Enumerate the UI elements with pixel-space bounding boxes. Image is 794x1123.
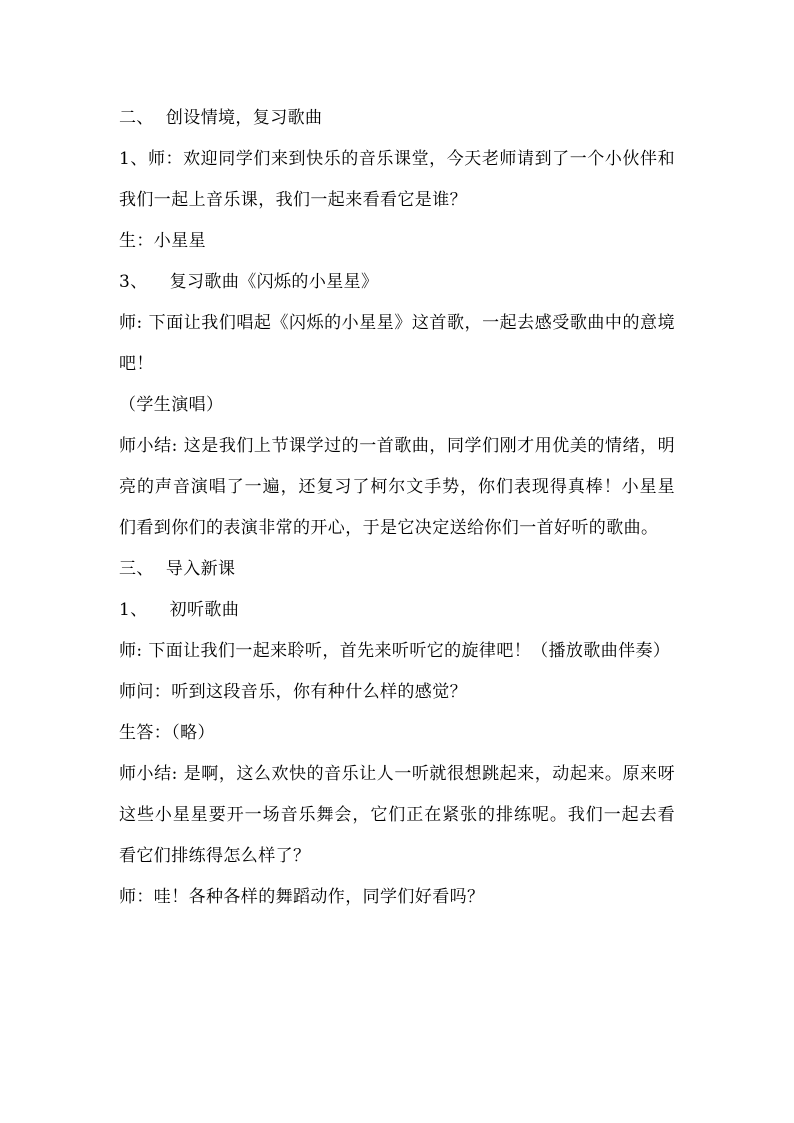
section-number: 二、 xyxy=(119,108,154,128)
section-number: 三、 xyxy=(119,559,154,579)
section-heading-3 xyxy=(119,549,675,590)
section-title: 导入新课 xyxy=(165,559,236,579)
paragraph-teacher-listen: 师: 下面让我们一起来聆听，首先来听听它的旋律吧！（播放歌曲伴奏） xyxy=(119,641,671,661)
paragraph-teacher-summary-1: 师小结: 这是我们上节课学过的一首歌曲，同学们刚才用优美的情绪，明亮的声音演唱了一遍，还复习了柯尔文手势，你们表现得真棒！小星星们看到你们的表演非常的开心，于是它决定送给你们一首好听的歌曲。 xyxy=(119,436,675,538)
paragraph-teacher-question: 师问：听到这段音乐，你有种什么样的感觉？ xyxy=(119,682,467,702)
paragraph-teacher-sing: 师: 下面让我们唱起《闪烁的小星星》这首歌，一起去感受歌曲中的意境吧！ xyxy=(119,313,675,374)
section-title: 创设情境，复习歌曲 xyxy=(165,108,323,128)
step-heading-1 xyxy=(119,590,675,631)
section-heading-2 xyxy=(119,98,675,139)
step-heading-3 xyxy=(119,262,675,303)
paragraph-student-answer: 生：小星星 xyxy=(119,231,206,251)
step-number: 3、 xyxy=(119,272,148,292)
step-title: 初听歌曲 xyxy=(169,600,240,620)
step-title: 复习歌曲《闪烁的小星星》 xyxy=(169,272,379,292)
paragraph-teacher-welcome: 1、师：欢迎同学们来到快乐的音乐课堂，今天老师请到了一个小伙伴和我们一起上音乐课，我们一起来看看它是谁？ xyxy=(119,149,675,210)
paragraph-teacher-summary-2: 师小结: 是啊，这么欢快的音乐让人一听就很想跳起来，动起来。原来呀这些小星星要开一场音乐舞会，它们正在紧张的排练呢。我们一起去看看它们排练得怎么样了？ xyxy=(119,764,675,866)
step-number: 1、 xyxy=(119,600,148,620)
paragraph-student-reply: 生答：（略） xyxy=(119,723,215,743)
document-body xyxy=(119,98,675,918)
paragraph-student-perform: （学生演唱） xyxy=(119,395,224,415)
paragraph-teacher-wow: 师：哇！各种各样的舞蹈动作，同学们好看吗？ xyxy=(119,887,485,907)
